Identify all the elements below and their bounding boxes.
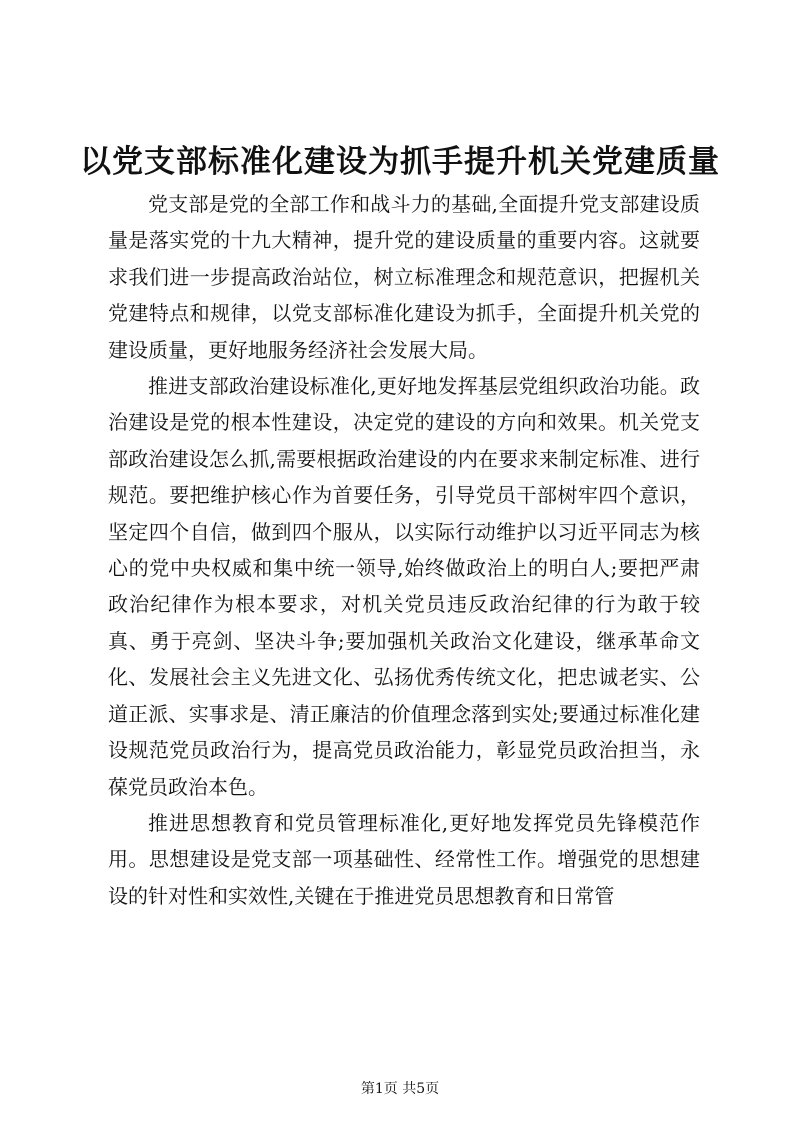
- page-footer: [0, 1079, 800, 1099]
- document-body: [108, 186, 700, 914]
- paragraph-3: 推进思想教育和党员管理标准化,更好地发挥党员先锋模范作用。思想建设是党支部一项基础性、经常性工作。增强党的思想建设的针对性和实效性,关键在于推进党员思想教育和日常管: [108, 810, 700, 908]
- paragraph-2: 推进支部政治建设标准化,更好地发挥基层党组织政治功能。政治建设是党的根本性建设，决定党的建设的方向和效果。机关党支部政治建设怎么抓,需要根据政治建设的内在要求来制定标准、进行规范。要把维护核心作为首要任务，引导党员干部树牢四个意识，坚定四个自信，做到四个服从，以实际行动维护以习近平同志为核心的党中央权威和集中统一领导,始终做政治上的明白人;要把严肃政治纪律作为根本要求，对机关党员违反政治纪律的行为敢于较真、勇于亮剑、坚决斗争;要加强机关政治文化建设，继承革命文化、发展社会主义先进文化、弘扬优秀传统文化，把忠诚老实、公道正派、实事求是、清正廉洁的价值理念落到实处;要通过标准化建设规范党员政治行为，提高党员政治能力，彰显党员政治担当，永葆党员政治本色。: [108, 374, 700, 799]
- paragraph-1: 党支部是党的全部工作和战斗力的基础,全面提升党支部建设质量是落实党的十九大精神，提升党的建设质量的重要内容。这就要求我们进一步提高政治站位，树立标准理念和规范意识，把握机关党建特点和规律，以党支部标准化建设为抓手，全面提升机关党的建设质量，更好地服务经济社会发展大局。: [108, 192, 700, 362]
- page-number-label: 第1页 共5页: [360, 1081, 440, 1097]
- document-title: 以党支部标准化建设为抓手提升机关党建质量: [80, 144, 720, 180]
